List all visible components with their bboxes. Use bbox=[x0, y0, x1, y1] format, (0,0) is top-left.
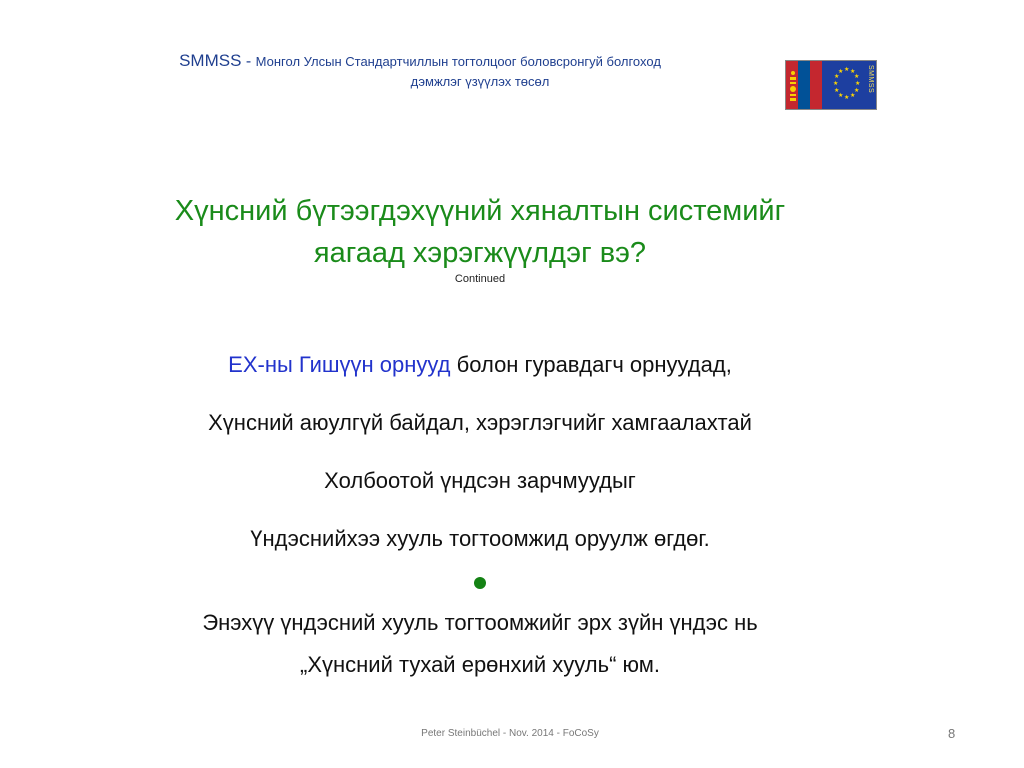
logo-vertical-text: SMMSS bbox=[867, 65, 874, 94]
slide-title bbox=[100, 190, 860, 274]
title-subtitle: Continued bbox=[454, 273, 506, 285]
project-logo bbox=[785, 60, 877, 110]
body-line-2: Хүнсний аюулгүй байдал, хэрэглэгчийг хамгаалахтай bbox=[208, 410, 752, 435]
svg-text:★: ★ bbox=[838, 68, 844, 75]
header-separator: - bbox=[241, 53, 256, 70]
header-brand: SMMSS bbox=[179, 51, 242, 70]
title-line-1: Хүнсний бүтээгдэхүүний хяналтын системийг bbox=[174, 195, 786, 227]
svg-text:★: ★ bbox=[834, 87, 840, 94]
body-line-4: Үндэснийхээ хууль тогтоомжид оруулж өгдөг. bbox=[250, 526, 710, 551]
svg-text:★: ★ bbox=[854, 87, 860, 94]
body-line-6: „Хүнсний тухай ерөнхий хууль“ юм. bbox=[300, 652, 660, 677]
slide-footer: Peter Steinbüchel - Nov. 2014 - FoCoSy bbox=[421, 728, 599, 739]
svg-text:★: ★ bbox=[838, 92, 844, 99]
slide-header bbox=[150, 50, 690, 91]
bullet-icon bbox=[474, 577, 486, 589]
svg-text:★: ★ bbox=[833, 80, 839, 87]
title-line-2: яагаад хэрэгжүүлдэг вэ? bbox=[313, 237, 647, 269]
body-line-1-rest: болон гуравдагч орнуудад, bbox=[450, 352, 732, 377]
svg-text:★: ★ bbox=[850, 68, 856, 75]
svg-text:★: ★ bbox=[854, 73, 860, 80]
svg-text:★: ★ bbox=[834, 73, 840, 80]
header-project-title: Монгол Улсын Стандартчиллын тогтолцоог боловсронгуй болгоход bbox=[255, 54, 661, 69]
body-line-5: Энэхүү үндэсний хууль тогтоомжийг эрх зүйн үндэс нь bbox=[202, 610, 758, 635]
page-number: 8 bbox=[948, 726, 956, 741]
body-line-3: Холбоотой үндсэн зарчмуудыг bbox=[324, 468, 636, 493]
soyombo-icon bbox=[788, 69, 798, 103]
body-line-1 bbox=[60, 352, 900, 378]
eu-flag-icon bbox=[822, 61, 876, 109]
svg-text:★: ★ bbox=[850, 92, 856, 99]
body-highlight: ЕХ-ны Гишүүн орнууд bbox=[228, 352, 451, 377]
svg-text:★: ★ bbox=[855, 80, 861, 87]
svg-text:★: ★ bbox=[844, 94, 850, 101]
header-line-2: дэмжлэг үзүүлэх төсөл bbox=[410, 74, 550, 89]
header-line-1 bbox=[150, 50, 690, 73]
svg-text:★: ★ bbox=[844, 66, 850, 73]
